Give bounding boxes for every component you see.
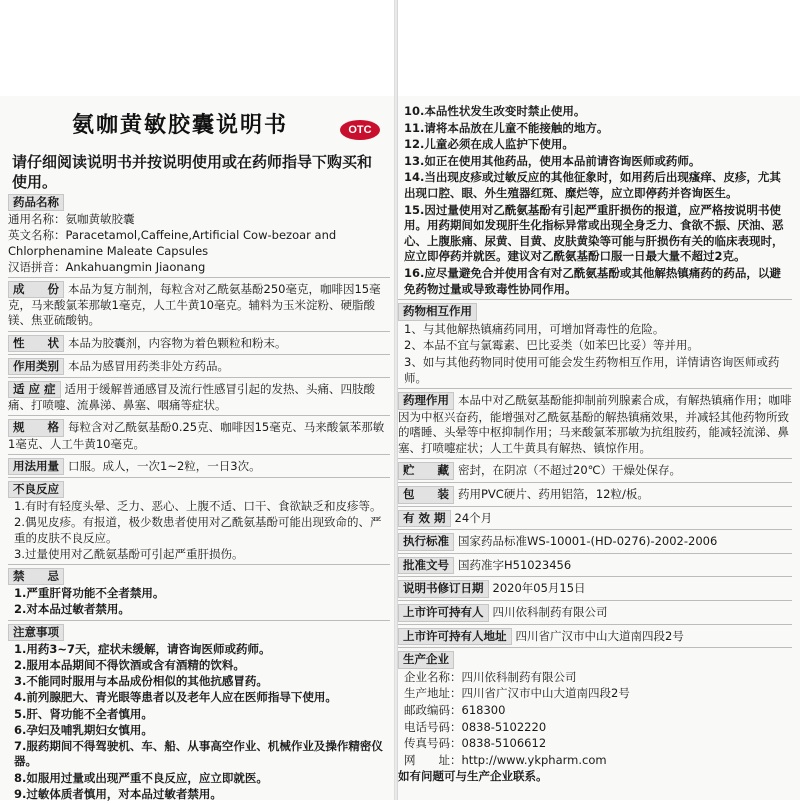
pharmacology-text: 本品中对乙酰氨基酚能抑制前列腺素合成，有解热镇痛作用；咖啡因为中枢兴奋药，能增强对乙酰氨基酚的解热镇痛效果，并减轻其他药物所致的嗜睡、头晕等中枢抑制作用；马来酸氯苯那敏为抗组胺药，能减轻流涕、鼻塞、打喷嚏症状；人工牛黄具有解热、镇惊作用。 xyxy=(398,393,792,455)
manufacturer-address: 生产地址：四川省广汉市中山大道南四段2号 xyxy=(404,686,630,701)
website: 网 址：http://www.ykpharm.com xyxy=(404,752,607,767)
section-label-validity: 有 效 期 xyxy=(398,510,451,528)
holder-text: 四川依科制药有限公司 xyxy=(492,605,608,620)
list-item: 13.如正在使用其他药品，使用本品前请咨询医师或药师。 xyxy=(404,153,701,168)
fax-number: 传真号码：0838-5106612 xyxy=(404,736,547,751)
pinyin-name: 汉语拼音：Ankahuangmin Jiaonang xyxy=(8,259,206,274)
list-item: 3.不能同时服用与本品成份相似的其他抗感冒药。 xyxy=(14,674,268,689)
list-item: 11.请将本品放在儿童不能接触的地方。 xyxy=(404,120,609,135)
list-item: 16.应尽量避免合并使用含有对乙酰氨基酚或其他解热镇痛药的药品，以避免药物过量或导致毒性协同作用。 xyxy=(404,265,781,296)
spec-text: 每粒含对乙酰氨基酚0.25克、咖啡因15毫克、马来酸氯苯那敏1毫克、人工牛黄10毫克。 xyxy=(8,420,385,451)
list-item: 8.如服用过量或出现严重不良反应，应立即就医。 xyxy=(14,770,268,785)
list-item: 2、本品不宜与氯霉素、巴比妥类（如苯巴比妥）等并用。 xyxy=(404,338,699,353)
list-item: 3、如与其他药物同时使用可能会发生药物相互作用，详情请咨询医师或药师。 xyxy=(404,354,780,385)
adverse-list xyxy=(8,499,390,562)
manufacturer-name: 企业名称：四川依科制药有限公司 xyxy=(404,669,577,684)
section-label-revision: 说明书修订日期 xyxy=(398,580,489,598)
section-header-manufacturer: 生产企业 xyxy=(398,651,454,669)
section-header-caution: 注意事项 xyxy=(8,624,64,641)
section-label-holder-address: 上市许可持有人地址 xyxy=(398,628,512,646)
contraindication-list xyxy=(8,586,390,617)
indication-text: 适用于缓解普通感冒及流行性感冒引起的发热、头痛、四肢酸痛、打喷嚏、流鼻涕、鼻塞、咽痛等症状。 xyxy=(8,382,376,413)
postal-code: 邮政编码：618300 xyxy=(404,703,506,717)
standard-text: 国家药品标准WS-10001-(HD-0276)-2002-2006 xyxy=(458,534,718,549)
list-item: 3.过量使用对乙酰氨基酚可引起严重肝损伤。 xyxy=(14,546,244,561)
otc-badge: OTC xyxy=(340,120,380,140)
english-name: 英文名称：Paracetamol,Caffeine,Artificial Cow-bezoar and Chlorphenamine Maleate Capsules xyxy=(8,228,337,258)
list-item: 1.有时有轻度头晕、乏力、恶心、上腹不适、口干、食欲缺乏和皮疹等。 xyxy=(14,499,382,514)
caution-list xyxy=(8,642,390,802)
section-label-indication: 适 应 症 xyxy=(8,381,61,398)
list-item: 6.孕妇及哺乳期妇女慎用。 xyxy=(14,722,153,737)
usage-warning: 请仔细阅读说明书并按说明使用或在药师指导下购买和使用。 xyxy=(12,153,373,191)
list-item: 5.肝、肾功能不全者慎用。 xyxy=(14,706,153,721)
section-label-character: 性 状 xyxy=(8,335,64,352)
manufacturer-info xyxy=(398,670,792,769)
storage-text: 密封，在阴凉（不超过20℃）干燥处保存。 xyxy=(458,463,682,478)
list-item: 1.严重肝肾功能不全者禁用。 xyxy=(14,586,165,601)
list-item: 9.过敏体质者慎用，对本品过敏者禁用。 xyxy=(14,786,222,801)
composition-text: 本品为复方制剂，每粒含对乙酰氨基酚250毫克，咖啡因15毫克，马来酸氯苯那敏1毫克，人工牛黄10毫克。辅料为玉米淀粉、硬脂酸镁、焦亚硫酸钠。 xyxy=(8,282,381,328)
page-title: 氨咖黄敏胶囊说明书 xyxy=(72,113,289,138)
list-item: 1.用药3~7天，症状未缓解，请咨询医师或药师。 xyxy=(14,641,271,656)
revision-text: 2020年05月15日 xyxy=(492,581,586,596)
character-text: 本品为胶囊剂，内容物为着色颗粒和粉末。 xyxy=(68,335,287,350)
section-label-approval: 批准文号 xyxy=(398,557,454,575)
package-text: 药用PVC硬片、药用铝箔，12粒/板。 xyxy=(458,487,649,502)
interaction-list xyxy=(398,322,792,386)
right-column xyxy=(398,104,792,786)
dosage-text: 口服。成人，一次1~2粒，一日3次。 xyxy=(68,458,261,473)
list-item: 4.前列腺肥大、青光眼等患者以及老年人应在医师指导下使用。 xyxy=(14,690,337,705)
list-item: 2.服用本品期间不得饮酒或含有酒精的饮料。 xyxy=(14,658,245,673)
section-label-holder: 上市许可持有人 xyxy=(398,604,489,622)
top-blank-area xyxy=(0,0,800,96)
section-label-storage: 贮 藏 xyxy=(398,462,454,480)
list-item: 7.服药期间不得驾驶机、车、船、从事高空作业、机械作业及操作精密仪器。 xyxy=(14,739,383,769)
list-item: 10.本品性状发生改变时禁止使用。 xyxy=(404,104,586,118)
list-item: 2.偶见皮疹。有报道，极少数患者使用对乙酰氨基酚可能出现致命的、严重的皮肤不良反应。 xyxy=(14,515,382,545)
list-item: 12.儿童必须在成人监护下使用。 xyxy=(404,137,574,152)
holder-address-text: 四川省广汉市中山大道南四段2号 xyxy=(515,628,684,643)
approval-text: 国药准字H51023456 xyxy=(458,557,572,572)
section-label-spec: 规 格 xyxy=(8,419,64,436)
section-header-interaction: 药物相互作用 xyxy=(398,303,477,321)
section-header-contraindication: 禁 忌 xyxy=(8,568,64,585)
list-item: 2.对本品过敏者禁用。 xyxy=(14,602,130,617)
left-column xyxy=(8,194,390,803)
section-label-dosage: 用法用量 xyxy=(8,458,64,475)
generic-name: 通用名称：氨咖黄敏胶囊 xyxy=(8,212,135,227)
section-label-pharmacology: 药理作用 xyxy=(398,392,454,410)
validity-text: 24个月 xyxy=(454,510,493,525)
section-label-category: 作用类别 xyxy=(8,358,64,375)
list-item: 1、与其他解热镇痛药同用，可增加肾毒性的危险。 xyxy=(404,321,665,336)
section-label-composition: 成 份 xyxy=(8,281,64,298)
list-item: 14.当出现皮疹或过敏反应的其他征象时，如用药后出现瘙痒、皮疹，尤其出现口腔、眼、外生殖器红斑、糜烂等，应立即停药并咨询医生。 xyxy=(404,170,781,200)
section-header-adverse: 不良反应 xyxy=(8,481,64,498)
category-text: 本品为感冒用药类非处方药品。 xyxy=(68,358,229,373)
caution-list-continued xyxy=(398,104,792,297)
section-label-standard: 执行标准 xyxy=(398,533,454,551)
section-label-package: 包 装 xyxy=(398,486,454,504)
section-header-drug-name: 药品名称 xyxy=(8,194,64,211)
list-item: 15.因过量使用对乙酰氨基酚有引起严重肝损伤的报道，应严格按说明书使用。用药期间如发现肝生化指标异常或出现全身乏力、食欲不振、厌油、恶心、上腹胀痛、尿黄、目黄、皮肤黄染等可能与肝损伤有关的临床表现时，应立即停药并就医。建议对乙酰氨基酚口服一日最大量不超过2克。 xyxy=(404,202,784,264)
phone-number: 电话号码：0838-5102220 xyxy=(404,719,547,734)
footer-note: 如有问题可与生产企业联系。 xyxy=(398,769,548,784)
